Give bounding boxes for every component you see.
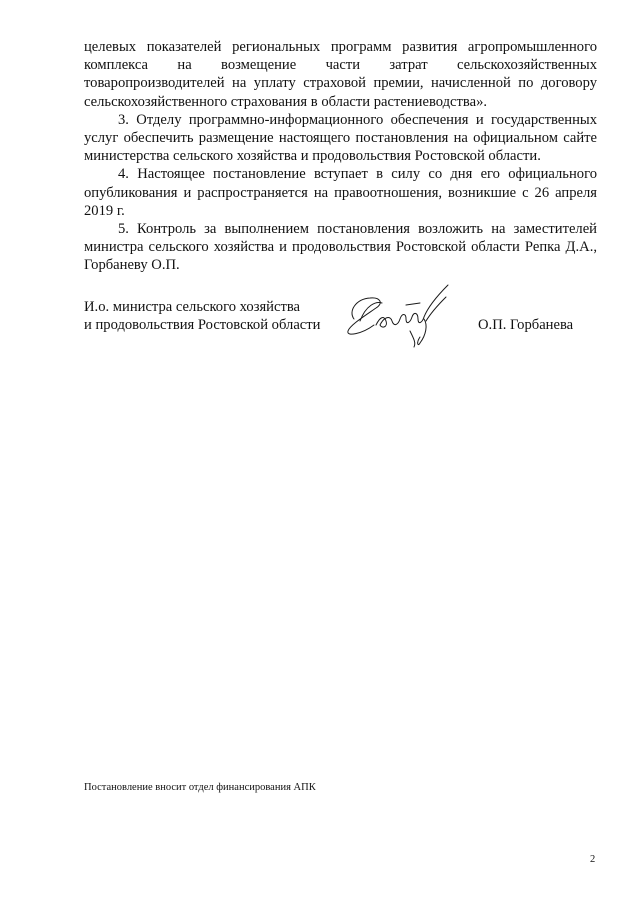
- document-body: [84, 38, 597, 275]
- handwritten-signature: [336, 281, 464, 349]
- footer-note: Постановление вносит отдел финансирования АПК: [84, 782, 316, 793]
- signatory-position-line-1: И.о. министра сельского хозяйства: [84, 299, 301, 315]
- paragraph-item-4: 4. Настоящее постановление вступает в силу со дня его официального опубликования и распространяется на правоотношения, возникшие с 26 апреля 2019 г.: [84, 166, 597, 219]
- page-number: 2: [590, 854, 596, 865]
- signatory-name: О.П. Горбанева: [478, 317, 574, 333]
- signatory-position: [84, 298, 320, 334]
- paragraph-item-5: 5. Контроль за выполнением постановления возложить на заместителей министра сельского хозяйства и продовольствия Ростовской области Репка Д.А., Горбаневу О.П.: [84, 221, 597, 274]
- paragraph-continuation: целевых показателей региональных программ развития агропромышленного комплекса на возмещение части затрат сельскохозяйственных товаропроизводителей на уплату страховой премии, начисленной по договору сельскохозяйственного страхования в области растениеводства».: [84, 39, 597, 110]
- signatory-position-line-2: и продовольствия Ростовской области: [84, 317, 321, 334]
- paragraph-item-3: 3. Отделу программно-информационного обеспечения и государственных услуг обеспечить размещение настоящего постановления на официальном сайте министерства сельского хозяйства и продовольствия Ростовской области.: [84, 111, 597, 165]
